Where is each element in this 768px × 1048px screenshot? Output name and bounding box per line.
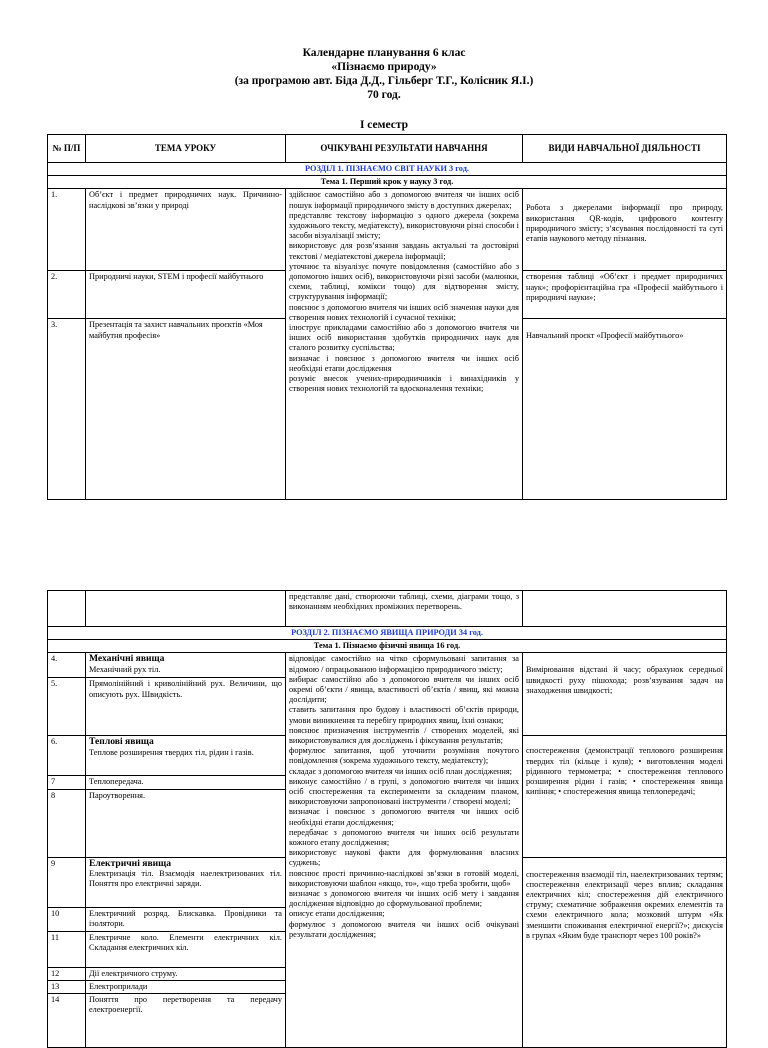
lesson-topic: Електричний розряд. Блискавка. Провідники та ізолятори. [86,907,286,931]
lesson-topic: Механічні явища Механічний рух тіл. [86,653,286,678]
lesson-num: 11 [48,931,86,967]
plan-table-2 [47,590,727,1048]
activity-cell: спостереження взаємодії тіл, наелектризованих тертям; спостереження електризації через вплив; складання електричних кіл; спостереження дій електричного струму; схематичне зображення окремих елементів та схеми електричного кола; мозковий штурм «Як зменшити споживання електричної енергії?»; дискусія в групах «Яким буде транспорт через 100 років?» [523,857,727,1047]
result-item: формулює запитання, щоб уточнити розуміння почутого повідомлення (зокрема художнього тексту, медіатексту); [289,746,519,766]
result-item: визначає з допомогою вчителя чи інших осіб мету і завдання дослідження відповідно до сформульованої проблеми; [289,889,519,909]
result-item: здійснює самостійно або з допомогою вчителя чи інших осіб пошук інформації природничого змісту в доступних джерелах; [289,190,519,210]
topic-title: Тема 1. Пізнаємо фізичні явища 16 год. [48,640,727,653]
lesson-num: 4. [48,653,86,678]
lesson-topic: Презентація та захист навчальних проєктів «Моя майбутня професія» [86,319,286,500]
lesson-num: 6. [48,736,86,776]
result-item: використовує наукові факти для формулювання власних суджень; [289,848,519,868]
result-item: передбачає з допомогою вчителя чи інших осіб результати кожного етапу дослідження; [289,827,519,848]
lesson-heading: Механічні явища [89,653,165,665]
col-activities-header: ВИДИ НАВЧАЛЬНОЇ ДІЯЛЬНОСТІ [523,135,727,163]
result-item: ілюструє прикладами самостійно або з допомогою вчителя чи інших осіб використання здобутків природничих наук для сталого розвитку суспільства; [289,323,519,353]
col-topic-header: ТЕМА УРОКУ [86,135,286,163]
expected-results-cell [286,189,523,500]
result-item: вибирає самостійно або з допомогою вчителя чи інших осіб окремі об’єкти / явища, властивості об’єктів / явищ, які можна дослідити; [289,674,519,705]
page-2 [0,546,768,1024]
lesson-topic: Електричні явища Електризація тіл. Взаємодія наелектризованих тіл. Поняття про електричні заряди. [86,857,286,907]
doc-subtitle: «Пізнаємо природу» [331,61,437,73]
table-row [48,189,727,271]
col-num-header: № П/П [48,135,86,163]
result-item: відповідає самостійно на чітко сформульовані запитання за відомою / опрацьованою інформацією природничого змісту; [289,654,519,674]
lesson-topic: Об’єкт і предмет природничих наук. Причинно-наслідкові зв’язки у природі [86,189,286,271]
lesson-topic: Поняття про перетворення та передачу електроенергії. [86,994,286,1048]
lesson-topic: Електроприлади [86,980,286,993]
lesson-heading: Теплові явища [89,736,154,748]
result-item: виконує самостійно / в групі, з допомогою вчителя чи інших осіб спостереження та експерименти за складеним планом, використовуючи запропоновані інструменти / створені моделі; [289,776,519,807]
lesson-topic: Пароутворення. [86,789,286,857]
result-item: використовує для розв’язання завдань актуальні та достовірні текстові / медіатекстові джерела інформації; [289,241,519,261]
topic-row [48,176,727,189]
lesson-num: 14 [48,994,86,1048]
section-row [48,163,727,176]
activity-cell: створення таблиці «Об’єкт і предмет природничих наук»; профорієнтаційна гра «Професії майбутнього і природничі науки»; [523,271,727,319]
result-item: складає з допомогою вчителя чи інших осіб план дослідження; [289,766,512,776]
result-item: описує етапи дослідження; [289,909,385,919]
activity-cell: Робота з джерелами інформації про природу, використання QR-кодів, цифрового контенту природничого змісту; з’ясування послідовності та суті етапів наукового методу пізнання. [523,189,727,271]
result-item: ставить запитання про будову і властивості об’єктів природи, умови виникнення та перебігу природних явищ, їхні ознаки; [289,705,519,725]
result-item: визначає і пояснює з допомогою вчителя чи інших осіб необхідні етапи дослідження; [289,807,519,827]
result-item: пояснює призначення інструментів / створених моделей, які використовувалися для досліджень і фіксування результатів; [289,725,519,746]
result-item: представляє дані, створюючи таблиці, схеми, діаграми тощо, з виконанням необхідних проміжних перетворень. [286,591,523,627]
result-item: представляє текстову інформацію з одного джерела (зокрема художнього тексту, медіатексту), використовуючи різні способи і засоби візуалізації змісту; [289,210,519,241]
expected-results-cell [286,653,523,1048]
activity-cell: Навчальний проєкт «Професії майбутнього» [523,319,727,500]
lesson-num: 8 [48,789,86,857]
lesson-num: 13 [48,980,86,993]
lesson-topic: Природничі науки, STEM і професії майбутнього [86,271,286,319]
lesson-heading: Електричні явища [89,857,172,869]
lesson-topic: Електричне коло. Елементи електричних кіл. Складання електричних кіл. [86,931,286,967]
lesson-topic: Дії електричного струму. [86,967,286,980]
result-item: пояснює з допомогою вчителя чи інших осіб значення науки для створення нових технологій і сучасної техніки; [289,302,519,322]
result-item: пояснює прості причинно-наслідкові зв’язки в готовій моделі, використовуючи шаблон «якщо, то», «що треба зробити, щоб» [289,868,519,888]
section-title: РОЗДІЛ 2. ПІЗНАЄМО ЯВИЩА ПРИРОДИ 34 год. [48,627,727,640]
topic-row [48,640,727,653]
result-item: формулює з допомогою вчителя чи інших осіб очікувані результати дослідження; [289,919,519,939]
doc-authors: (за програмою авт. Біда Д.Д., Гільберг Т.Г., Колісник Я.І.) [234,75,534,87]
lesson-num: 10 [48,907,86,931]
lesson-num: 5. [48,678,86,736]
result-item: розуміє внесок учених-природничників і винахідників у створення нових технологій та вдосконалення техніки; [289,374,519,394]
activity-cell: Вимірювання відстані й часу; обрахунок середньої швидкості руху пішохода; розв’язування задач на знаходження швидкості; [523,653,727,736]
lesson-num: 2. [48,271,86,319]
lesson-topic: Теплові явища Теплове розширення твердих тіл, рідин і газів. [86,736,286,776]
topic-title: Тема 1. Перший крок у науку 3 год. [48,176,727,189]
lesson-num: 1. [48,189,86,271]
lesson-topic: Прямолінійний і криволінійний рух. Величини, що описують рух. Швидкість. [86,678,286,736]
lesson-num: 12 [48,967,86,980]
semester-label: І семестр [359,119,409,131]
section-row [48,627,727,640]
section-title: РОЗДІЛ 1. ПІЗНАЄМО СВІТ НАУКИ 3 год. [48,163,727,176]
lesson-num: 3. [48,319,86,500]
lesson-topic: Теплопередача. [86,776,286,789]
plan-table-1 [47,134,727,500]
table-row [48,653,727,678]
doc-title: Календарне планування 6 клас [302,47,466,59]
doc-hours: 70 год. [367,89,401,101]
table-header-row [48,135,727,163]
lesson-num: 7 [48,776,86,789]
lesson-num: 9 [48,857,86,907]
col-results-header: ОЧІКУВАНІ РЕЗУЛЬТАТИ НАВЧАННЯ [286,135,523,163]
result-item: визначає і пояснює з допомогою вчителя чи інших осіб необхідні етапи дослідження [289,353,519,373]
activity-cell: спостереження (демонстрації теплового розширення твердих тіл (кільце і куля); • виготовлення моделі рідинного термометра; • спостереження теплового розширення рідин і газів; • спостереження явища кипіння; • спостереження явища теплопередачі; [523,736,727,857]
result-item: уточнює та візуалізує почуте повідомлення (самостійно або з допомогою інших осіб), використовуючи різні засоби (малюнки, схеми, таблиці, комікси тощо) для відтворення змісту, структурування інформації; [289,261,519,302]
continuation-row [48,591,727,627]
